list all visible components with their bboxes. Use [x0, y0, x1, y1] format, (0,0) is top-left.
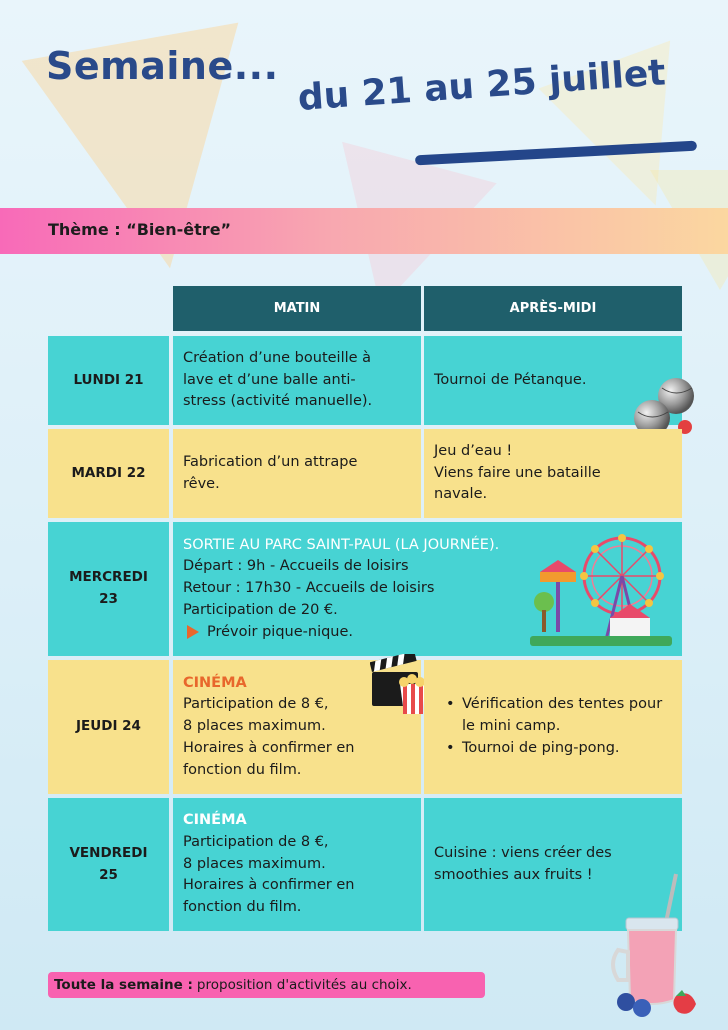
text-line: Participation de 20 €. [183, 601, 338, 618]
activity-title: CINÉMA [183, 674, 247, 691]
theme-banner [0, 208, 728, 254]
text-line: 8 places maximum. [183, 718, 326, 735]
text-line: 8 places maximum. [183, 855, 326, 872]
theme-label: Thème : “Bien-être” [48, 220, 232, 239]
day-name: VENDREDI [69, 844, 148, 861]
outing-title: SORTIE AU PARC SAINT-PAUL (LA JOURNÉE). [183, 536, 500, 553]
ferris-wheel-icon [530, 532, 672, 650]
header-matin: MATIN [173, 286, 421, 331]
list-item: • Tournoi de ping-pong. [444, 738, 672, 760]
text-line: fonction du film. [183, 761, 302, 778]
text-line: Jeu d’eau ! [434, 442, 513, 459]
text-line: Création d’une bouteille à [183, 349, 372, 366]
text-line: Horaires à confirmer en [183, 877, 355, 894]
lundi-morning [173, 336, 421, 425]
mardi-morning [173, 429, 421, 518]
cinema-clapper-icon [370, 654, 430, 716]
text-line: Fabrication d’un attrape [183, 453, 358, 470]
text-line: fonction du film. [183, 899, 302, 916]
day-mercredi [48, 522, 169, 656]
text-line: smoothies aux fruits ! [434, 866, 593, 883]
page-title: Semaine... [46, 44, 279, 88]
text-line: Tournoi de Pétanque. [434, 371, 587, 388]
day-mardi: MARDI 22 [48, 429, 169, 518]
mardi-afternoon [424, 429, 682, 518]
day-vendredi [48, 798, 169, 931]
text-line: stress (activité manuelle). [183, 393, 373, 410]
footer-text: proposition d'activités au choix. [196, 977, 412, 993]
day-name: MERCREDI [69, 569, 148, 586]
text-line: Prévoir pique-nique. [207, 623, 354, 640]
text-line: Participation de 8 €, [183, 833, 329, 850]
list-item: • Vérification des tentes pour le mini camp. [444, 694, 672, 738]
jeudi-afternoon [424, 660, 682, 794]
vendredi-morning [173, 798, 421, 931]
text-line: Cuisine : viens créer des [434, 844, 612, 861]
text-line: Viens faire une bataille [434, 464, 601, 481]
text-line: Horaires à confirmer en [183, 739, 355, 756]
text-line: navale. [434, 486, 488, 503]
day-number: 25 [99, 866, 118, 883]
day-number: 23 [99, 591, 118, 607]
smoothie-jar-icon [606, 872, 702, 1022]
page-subtitle-dates: du 21 au 25 juillet [296, 52, 667, 119]
day-jeudi: JEUDI 24 [48, 660, 169, 794]
text-line: rêve. [183, 475, 220, 492]
text-line: Retour : 17h30 - Accueils de loisirs [183, 580, 435, 597]
activity-title: CINÉMA [183, 812, 247, 829]
arrow-right-icon [187, 625, 199, 639]
header-apres-midi: APRÈS-MIDI [424, 286, 682, 331]
day-lundi: LUNDI 21 [48, 336, 169, 425]
footer-label: Toute la semaine : [54, 977, 193, 993]
text-line: Départ : 9h - Accueils de loisirs [183, 558, 409, 575]
footer-banner [48, 972, 485, 998]
text-line: lave et d’une balle anti- [183, 371, 356, 388]
text-line: Participation de 8 €, [183, 696, 329, 713]
